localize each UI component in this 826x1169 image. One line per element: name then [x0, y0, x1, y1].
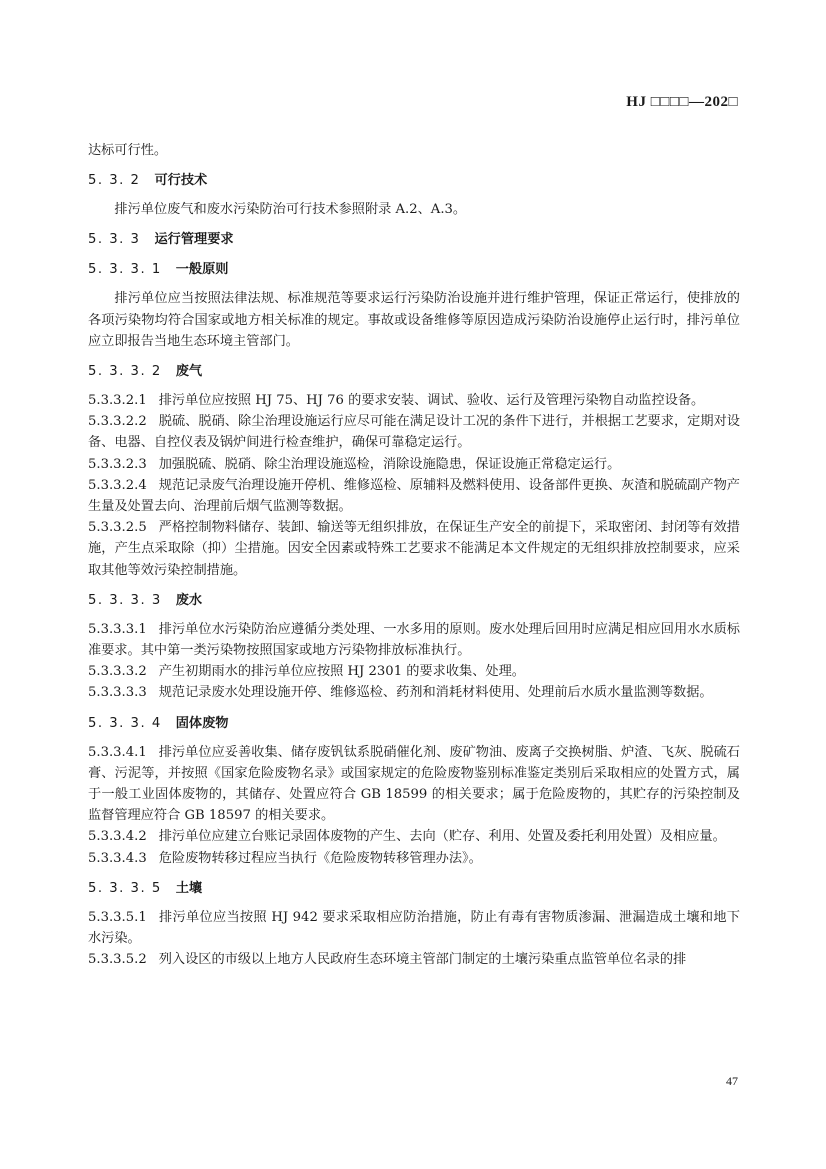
clause-text: 严格控制物料储存、装卸、输送等无组织排放，在保证生产安全的前提下，采取密闭、封闭等有效措施，产生点采取除（抑）尘措施。因安全因素或特殊工艺要求不能满足本文件规定的无组织排放控制要求，应采取其他等效污染控制措施。: [88, 520, 740, 578]
section-number: 5. 3. 3: [88, 232, 141, 248]
clause-number: 5.3.3.5.2: [88, 952, 147, 968]
clause-text: 加强脱硫、脱硝、除尘治理设施巡检，消除设施隐患，保证设施正常稳定运行。: [158, 456, 621, 472]
section-title: 固体废物: [175, 715, 229, 731]
clause: [88, 907, 740, 949]
clause: [88, 619, 740, 661]
document-body: [88, 140, 740, 970]
clause-text: 危险废物转移过程应当执行《危险废物转移管理办法》。: [158, 850, 482, 866]
section-heading-5-3-3: [88, 230, 740, 250]
section-number: 5. 3. 3. 2: [88, 364, 162, 380]
clause-list: [88, 619, 740, 704]
clause-text: 排污单位应建立台账记录固体废物的产生、去向（贮存、利用、处置及委托利用处置）及相应量。: [158, 829, 726, 845]
clause: [88, 949, 740, 970]
section-heading-5-3-3-3: [88, 591, 740, 611]
section-number: 5. 3. 3. 3: [88, 592, 162, 608]
clause-number: 5.3.3.3.3: [88, 685, 147, 701]
section-title: 废水: [175, 592, 203, 608]
clause: [88, 390, 740, 411]
clause: [88, 517, 740, 581]
clause-number: 5.3.3.2.2: [88, 414, 147, 430]
section-number: 5. 3. 3. 1: [88, 262, 162, 278]
clause-number: 5.3.3.4.1: [88, 744, 147, 760]
section-heading-5-3-3-2: [88, 362, 740, 382]
clause: [88, 848, 740, 869]
section-heading-5-3-3-1: [88, 260, 740, 280]
clause-list: [88, 907, 740, 971]
clause-number: 5.3.3.3.1: [88, 621, 147, 637]
section-number: 5. 3. 3. 5: [88, 880, 162, 896]
clause-text: 排污单位水污染防治应遵循分类处理、一水多用的原则。废水处理后回用时应满足相应回用水水质标准要求。其中第一类污染物按照国家或地方污染物排放标准执行。: [88, 621, 740, 659]
section-heading-5-3-2: [88, 171, 740, 191]
clause: [88, 742, 740, 827]
section-body: 排污单位应当按照法律法规、标准规范等要求运行污染防治设施并进行维护管理，保证正常运行，使排放的各项污染物均符合国家或地方相关标准的规定。事故或设备维修等原因造成污染防治设施停止运行时，排污单位应立即报告当地生态环境主管部门。: [88, 291, 740, 349]
clause-text: 排污单位应按照 HJ 75、HJ 76 的要求安装、调试、验收、运行及管理污染物自动监控设备。: [158, 393, 705, 409]
clause-text: 产生初期雨水的排污单位应按照 HJ 2301 的要求收集、处理。: [158, 664, 525, 680]
section-number: 5. 3. 3. 4: [88, 715, 162, 731]
clause-number: 5.3.3.5.1: [88, 909, 147, 925]
clause-text: 规范记录废水处理设施开停、维修巡检、药剂和消耗材料使用、处理前后水质水量监测等数据。: [158, 685, 713, 701]
clause-number: 5.3.3.2.3: [88, 456, 147, 472]
clause-number: 5.3.3.4.3: [88, 850, 147, 866]
section-heading-5-3-3-4: [88, 714, 740, 734]
section-title: 可行技术: [154, 173, 208, 189]
clause: [88, 826, 740, 847]
clause-number: 5.3.3.2.4: [88, 477, 147, 493]
section-title: 运行管理要求: [154, 232, 234, 248]
clause-number: 5.3.3.3.2: [88, 664, 147, 680]
clause: [88, 411, 740, 453]
clause-text: 列入设区的市级以上地方人民政府生态环境主管部门制定的土壤污染重点监管单位名录的排: [158, 952, 687, 968]
section-body: 排污单位废气和废水污染防治可行技术参照附录 A.2、A.3。: [114, 202, 467, 218]
clause: [88, 454, 740, 475]
section-title: 一般原则: [175, 262, 229, 278]
clause-text: 排污单位应当按照 HJ 942 要求采取相应防治措施，防止有毒有害物质渗漏、泄漏造成土壤和地下水污染。: [88, 909, 740, 947]
clause-number: 5.3.3.2.1: [88, 393, 147, 409]
clause: [88, 661, 740, 682]
continued-paragraph: 达标可行性。: [88, 143, 168, 158]
clause: [88, 682, 740, 703]
clause-text: 脱硫、脱硝、除尘治理设施运行应尽可能在满足设计工况的条件下进行，并根据工艺要求，定期对设备、电器、自控仪表及锅炉间进行检查维护，确保可靠稳定运行。: [88, 414, 740, 451]
clause-text: 规范记录废气治理设施开停机、维修巡检、原辅料及燃料使用、设备部件更换、灰渣和脱硫副产物产生量及处置去向、治理前后烟气监测等数据。: [88, 477, 740, 515]
clause-list: [88, 742, 740, 869]
section-title: 土壤: [175, 880, 203, 896]
standard-code-header: HJ □□□□—202□: [626, 94, 738, 110]
clause-list: [88, 390, 740, 581]
page-number: 47: [726, 1074, 738, 1088]
clause-number: 5.3.3.4.2: [88, 829, 147, 845]
clause-number: 5.3.3.2.5: [88, 520, 147, 536]
section-number: 5. 3. 2: [88, 173, 141, 189]
section-title: 废气: [175, 364, 203, 380]
clause: [88, 475, 740, 517]
clause-text: 排污单位应妥善收集、储存废钒钛系脱硝催化剂、废矿物油、废离子交换树脂、炉渣、飞灰、脱硫石膏、污泥等，并按照《国家危险废物名录》或国家规定的危险废物鉴别标准鉴定类别后采取相应的处置方式，属于一般工业固体废物的，其储存、处置应符合 GB 18599 的相关要求；属于危险废物的，其贮存的污染控制及监督管理应符合 GB 18597 的相关要求。: [88, 744, 740, 824]
section-heading-5-3-3-5: [88, 879, 740, 899]
